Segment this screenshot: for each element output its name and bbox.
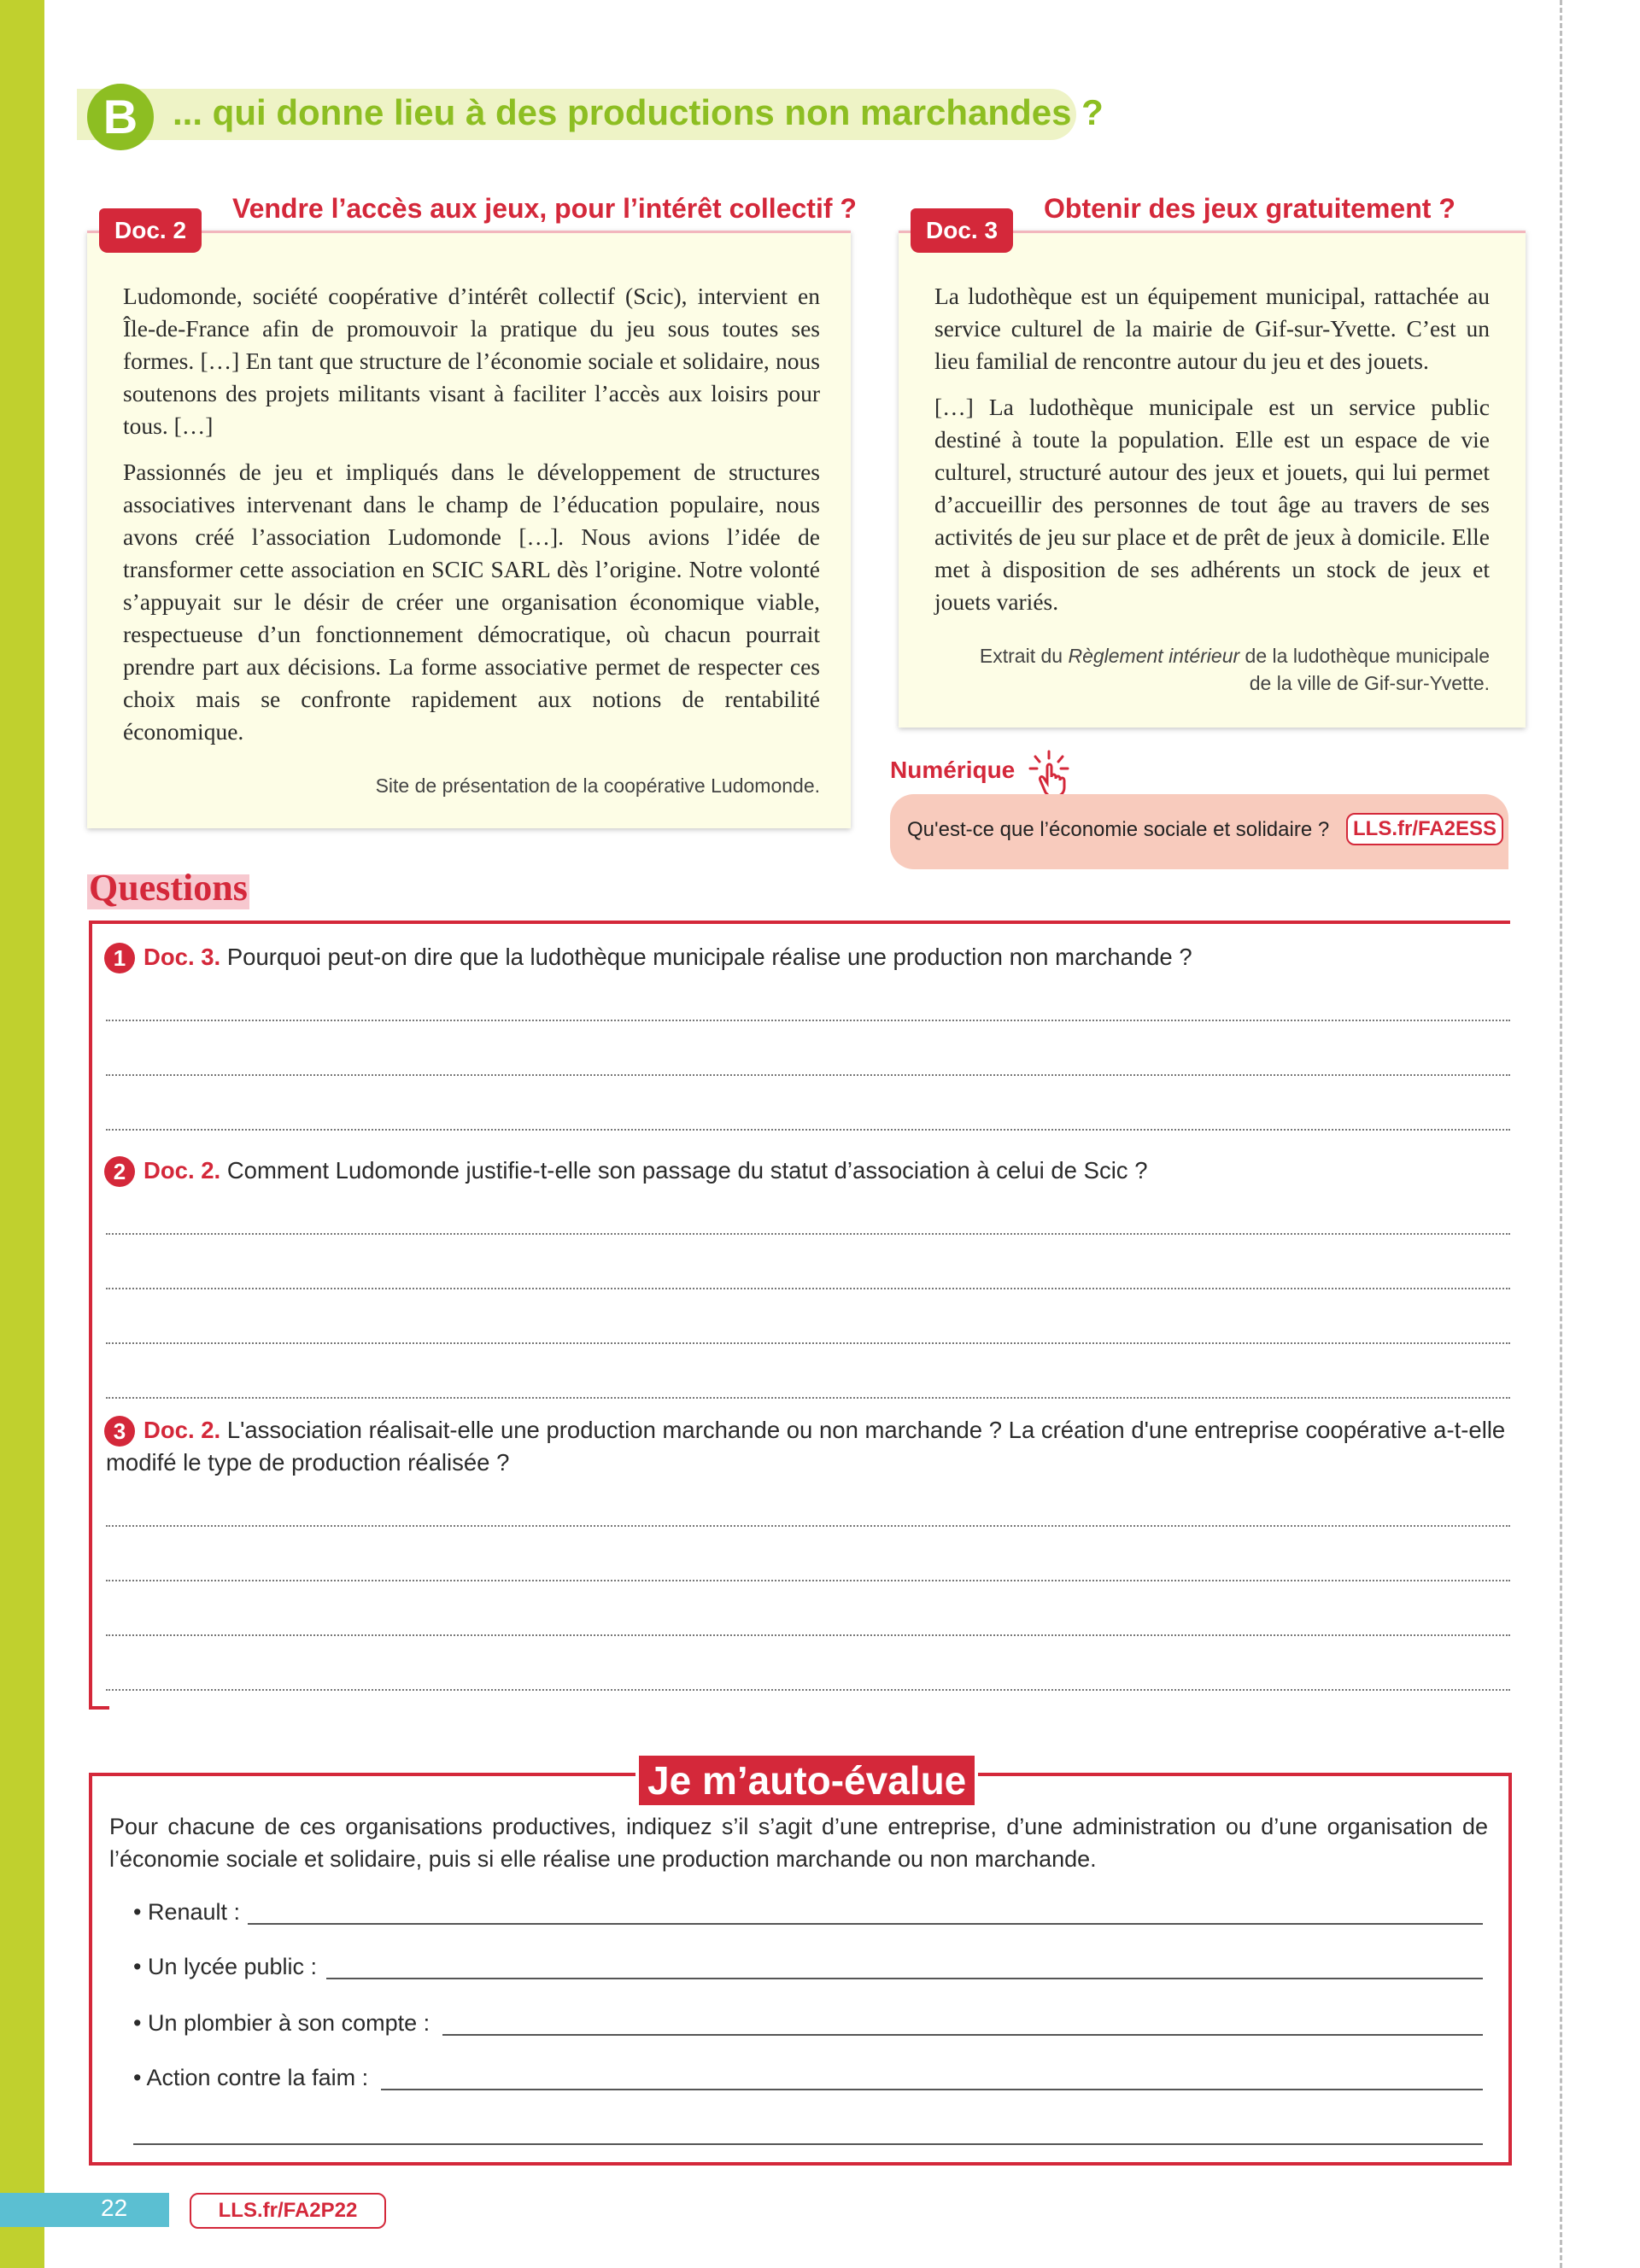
question-number: 3: [104, 1416, 135, 1447]
question-number: 2: [104, 1156, 135, 1187]
questions-frame-left: [89, 921, 92, 1710]
doc3-heading: Obtenir des jeux gratuitement ?: [1044, 193, 1456, 224]
answer-line[interactable]: [106, 1580, 1510, 1581]
numerique-box: [890, 794, 1508, 869]
auto-eval-answer-line[interactable]: [381, 2089, 1483, 2090]
doc3-paragraph: […] La ludothèque municipale est un service public destiné à toute la population. Elle est un espace de vie culturel, structuré autour des jeux et jouets, qui lui permet d’accueillir des personnes de tout âge au travers de ses activités de jeu sur place et de prêt de jeux à domicile. Elle met à disposition de ses adhérents un stock de jeux et jouets variés.: [934, 394, 1490, 615]
section-title: ... qui donne lieu à des productions non marchandes ?: [173, 92, 1104, 132]
question-text: [106, 1414, 1510, 1479]
doc3-body: [934, 280, 1490, 632]
question-text: [144, 1154, 1510, 1187]
auto-eval-item: • Action contre la faim :: [133, 2065, 369, 2090]
question-body: Pourquoi peut-on dire que la ludothèque municipale réalise une production non marchande ?: [226, 944, 1192, 970]
auto-eval-answer-line[interactable]: [133, 2143, 1483, 2145]
numerique-link[interactable]: LLS.fr/FA2ESS: [1346, 813, 1503, 845]
questions-frame-top: [89, 921, 1510, 924]
questions-frame-foot: [89, 1706, 109, 1710]
doc2-heading: Vendre l’accès aux jeux, pour l’intérêt collectif ?: [232, 193, 857, 224]
answer-line[interactable]: [106, 1525, 1510, 1527]
auto-eval-answer-line[interactable]: [326, 1978, 1483, 1979]
questions-title: Questions: [89, 867, 248, 909]
question-number: 1: [104, 943, 135, 973]
question-body: L'association réalisait-elle une production marchande ou non marchande ? La création d'une entreprise coopérative a-t-elle modifé le type de production réalisée ?: [106, 1417, 1506, 1476]
doc3-paragraph: La ludothèque est un équipement municipal, rattachée au service culturel de la mairie de Gif-sur-Yvette. C’est un lieu familial de rencontre autour du jeu et des jouets.: [934, 283, 1490, 374]
answer-line[interactable]: [106, 1689, 1510, 1691]
pointing-hand-click-icon: [1023, 748, 1080, 799]
auto-eval-answer-line[interactable]: [248, 1923, 1483, 1925]
numerique-question: Qu'est-ce que l’économie sociale et solidaire ?: [907, 818, 1330, 841]
doc3-source-line2: de la ville de Gif-sur-Yvette.: [1249, 672, 1490, 694]
question-doc-ref: Doc. 3.: [144, 944, 221, 970]
footer-link[interactable]: LLS.fr/FA2P22: [190, 2193, 386, 2229]
doc3-source: [934, 642, 1490, 697]
answer-line[interactable]: [106, 1342, 1510, 1344]
section-letter-badge: B: [87, 84, 154, 150]
auto-eval-item: • Renault :: [133, 1899, 241, 1925]
answer-line[interactable]: [106, 1129, 1510, 1131]
answer-line[interactable]: [106, 1233, 1510, 1235]
answer-line[interactable]: [106, 1288, 1510, 1289]
doc3-tag: Doc. 3: [911, 208, 1013, 253]
auto-eval-item: • Un lycée public :: [133, 1954, 318, 1979]
doc3-source-prefix: Extrait du: [979, 645, 1069, 667]
answer-line[interactable]: [106, 1074, 1510, 1076]
question-doc-ref: Doc. 2.: [144, 1417, 221, 1443]
doc3-source-title: Règlement intérieur: [1068, 645, 1240, 667]
page-number-band: [0, 2193, 169, 2227]
auto-eval-instructions: Pour chacune de ces organisations productives, indiquez s’il s’agit d’une entreprise, d’une administration ou d’une organisation de l’économie sociale et solidaire, puis si elle réalise une production marchande ou non marchande.: [109, 1814, 1488, 1872]
answer-line[interactable]: [106, 1397, 1510, 1399]
answer-line[interactable]: [106, 1020, 1510, 1021]
question-text: [144, 941, 1510, 973]
left-green-strip: [0, 0, 44, 2268]
doc2-source: Site de présentation de la coopérative Ludomonde.: [375, 775, 820, 797]
question-doc-ref: Doc. 2.: [144, 1157, 221, 1184]
question-body: Comment Ludomonde justifie-t-elle son passage du statut d’association à celui de Scic ?: [226, 1157, 1148, 1184]
doc3-source-suffix: de la ludothèque municipale: [1239, 645, 1490, 667]
auto-eval-answer-line[interactable]: [442, 2034, 1483, 2036]
numerique-label: Numérique: [890, 757, 1016, 783]
page-cut-line: [1560, 0, 1562, 2268]
auto-eval-title: Je m’auto-évalue: [636, 1752, 978, 1809]
doc2-body: [123, 280, 820, 762]
auto-eval-item: • Un plombier à son compte :: [133, 2010, 430, 2036]
page-number: 22: [101, 2195, 128, 2221]
answer-line[interactable]: [106, 1634, 1510, 1636]
doc2-top-rule: [87, 231, 851, 233]
doc2-paragraph: Passionnés de jeu et impliqués dans le développement de structures associatives intervenant dans le champ de l’éducation populaire, nous avons créé l’association Ludomonde […]. Nous avions l’idée de transformer cette association en SCIC SARL dès l’origine. Notre volonté s’appuyait sur le désir de créer une organisation économique viable, respectueuse d’un fonctionnement démocratique, où chacun pourrait prendre part aux décisions. La forme associative permet de respecter ces choix mais se confronte rapidement aux notions de rentabilité économique.: [123, 459, 820, 745]
doc2-paragraph: Ludomonde, société coopérative d’intérêt collectif (Scic), intervient en Île-de-France afin de promouvoir la pratique du jeu sous toutes ses formes. […] En tant que structure de l’économie sociale et solidaire, nous soutenons des projets militants visant à faciliter l’accès aux loisirs pour tous. […]: [123, 283, 820, 439]
doc2-tag: Doc. 2: [99, 208, 202, 253]
